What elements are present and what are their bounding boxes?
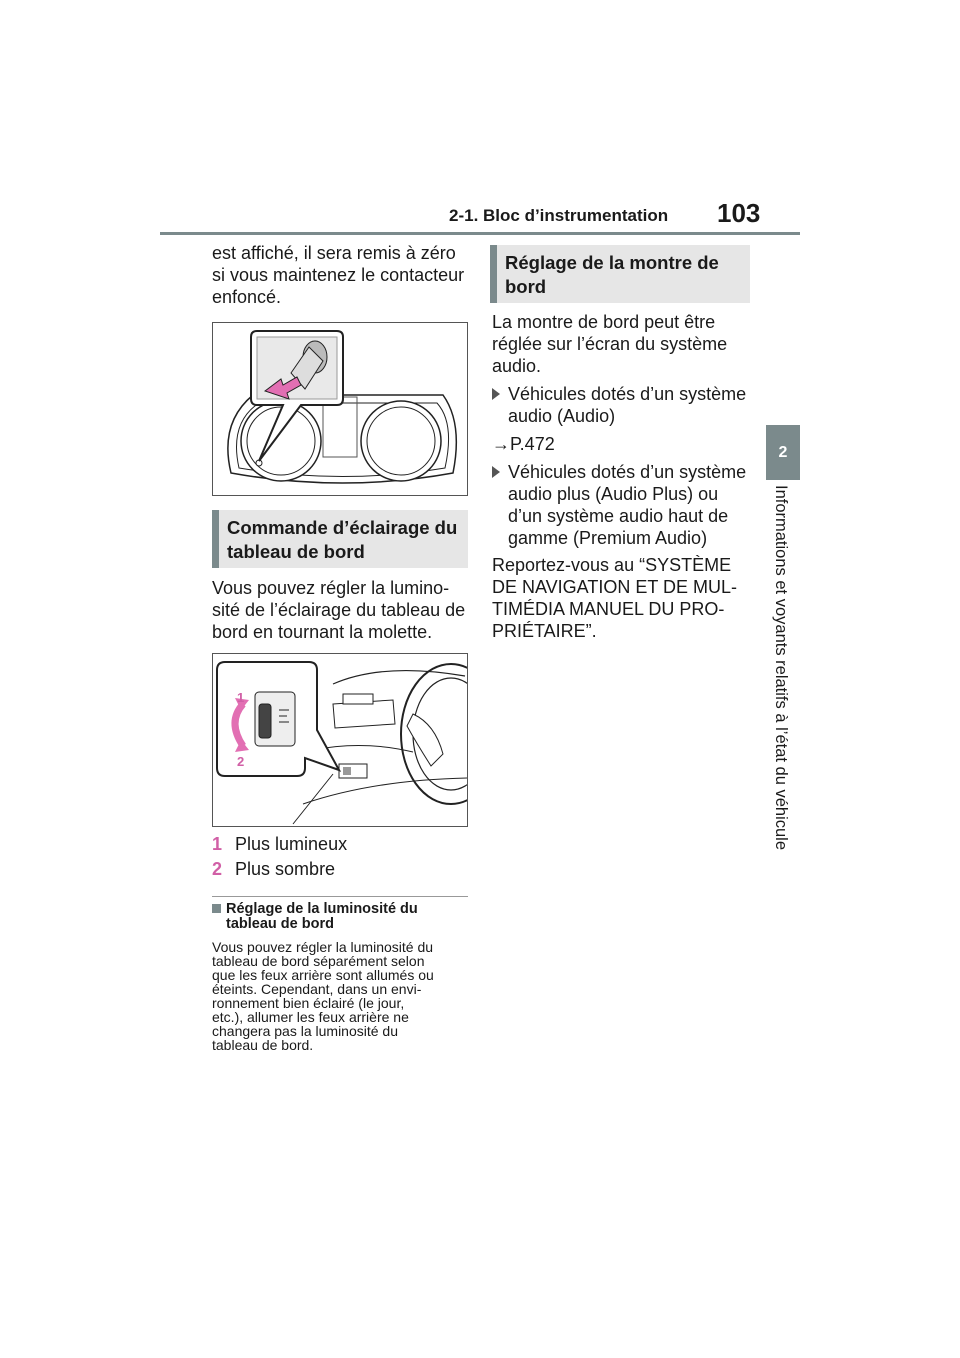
chapter-tab-number: 2: [766, 425, 800, 480]
dimmer-wheel-illustration: [213, 654, 467, 826]
item-number: 2: [212, 859, 223, 879]
text-line: PRIÉTAIRE”.: [492, 621, 597, 641]
note-title-line: tableau de bord: [226, 916, 334, 932]
header-rule: [160, 232, 800, 235]
text-line: TIMÉDIA MANUEL DU PRO-: [492, 599, 725, 619]
list-item: [212, 833, 347, 855]
text-line: audio (Audio): [508, 406, 616, 426]
note-title: [226, 902, 418, 932]
note-line: tableau de bord séparément selon: [212, 953, 425, 969]
section-heading-clock-adjustment: [490, 245, 750, 303]
note-body: [212, 940, 434, 1052]
page-reference-link[interactable]: →P.472: [492, 434, 555, 454]
item-text: Plus sombre: [235, 859, 336, 879]
chapter-tab-label-text: Informations et voyants relatifs à l’état du véhicule: [772, 485, 790, 851]
instrument-cluster-figure: [212, 322, 468, 496]
header-title: 2-1. Bloc d’instrumentation: [449, 206, 669, 225]
section2-paragraph: [492, 311, 727, 377]
section-heading-dashboard-lighting: [212, 510, 468, 568]
text-line: si vous maintenez le contacteur: [212, 265, 465, 285]
bullet-item-audio: [508, 383, 746, 427]
text-line: DE NAVIGATION ET DE MUL-: [492, 577, 738, 597]
figure-callout-2: 2: [237, 754, 245, 769]
text-line: d’un système audio haut de: [508, 506, 729, 526]
text-line: Véhicules dotés d’un système: [508, 462, 747, 482]
note-line: ronnement bien éclairé (le jour,: [212, 995, 405, 1011]
figure-callout-1: 1: [237, 690, 245, 705]
text-line: bord en tournant la molette.: [212, 622, 433, 642]
text-line: audio plus (Audio Plus) ou: [508, 484, 719, 504]
item-text: Plus lumineux: [235, 834, 348, 854]
text-line: sité de l’éclairage du tableau de: [212, 600, 466, 620]
text-line: est affiché, il sera remis à zéro: [212, 243, 456, 263]
note-line: changera pas la luminosité du: [212, 1023, 399, 1039]
bullet-item-audio-plus: [508, 461, 746, 549]
heading-line: Commande d’éclairage du: [227, 517, 458, 538]
instrument-cluster-illustration: [213, 323, 467, 495]
text-line: enfoncé.: [212, 287, 282, 307]
dimmer-wheel-figure: [212, 653, 468, 827]
text-line: La montre de bord peut être: [492, 312, 716, 332]
text-line: audio.: [492, 356, 542, 376]
item-number: 1: [212, 834, 223, 854]
note-line: etc.), allumer les feux arrière ne: [212, 1009, 409, 1025]
text-line: gamme (Premium Audio): [508, 528, 708, 548]
text-line: Véhicules dotés d’un système: [508, 384, 747, 404]
closing-paragraph: [492, 554, 737, 642]
text-line: réglée sur l’écran du système: [492, 334, 728, 354]
text-line: Reportez-vous au “SYSTÈME: [492, 555, 732, 575]
note-divider: [212, 896, 468, 897]
note-line: Vous pouvez régler la luminosité du: [212, 939, 434, 955]
heading-line: Réglage de la montre de: [505, 252, 719, 273]
note-line: tableau de bord.: [212, 1037, 314, 1053]
heading-line: bord: [505, 276, 547, 297]
note-title-line: Réglage de la luminosité du: [226, 901, 418, 917]
text-line: Vous pouvez régler la lumino-: [212, 578, 450, 598]
intro-paragraph: [212, 242, 464, 308]
page-number: 103: [717, 198, 761, 228]
list-item: [212, 858, 335, 880]
note-line: éteints. Cependant, dans un envi-: [212, 981, 422, 997]
heading-line: tableau de bord: [227, 541, 365, 562]
chapter-tab-label: [766, 485, 800, 885]
section1-paragraph: [212, 577, 465, 643]
note-line: que les feux arrière sont allumés ou: [212, 967, 434, 983]
square-bullet-icon: [212, 904, 221, 913]
